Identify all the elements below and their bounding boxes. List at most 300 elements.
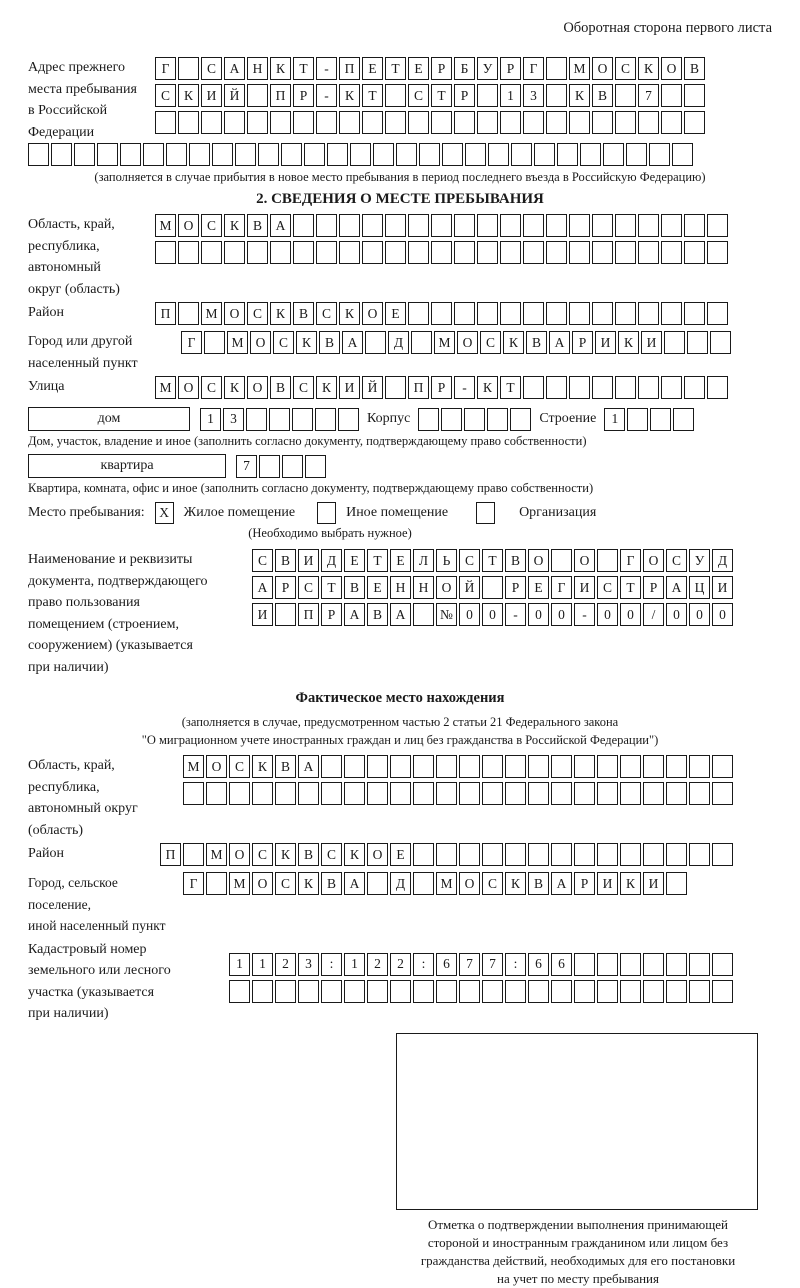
checkbox-organization[interactable] bbox=[476, 502, 495, 524]
char-box[interactable]: 2 bbox=[367, 953, 388, 976]
char-box[interactable] bbox=[201, 241, 222, 264]
char-box[interactable]: И bbox=[595, 331, 616, 354]
char-box[interactable] bbox=[666, 782, 687, 805]
char-box[interactable] bbox=[304, 143, 325, 166]
char-box[interactable]: С bbox=[666, 549, 687, 572]
char-box[interactable]: П bbox=[339, 57, 360, 80]
char-box[interactable] bbox=[615, 84, 636, 107]
char-box[interactable]: К bbox=[298, 872, 319, 895]
char-box[interactable]: 2 bbox=[390, 953, 411, 976]
char-box[interactable]: Р bbox=[293, 84, 314, 107]
char-box[interactable] bbox=[592, 214, 613, 237]
char-box[interactable]: К bbox=[224, 376, 245, 399]
char-box[interactable] bbox=[482, 755, 503, 778]
char-box[interactable]: О bbox=[459, 872, 480, 895]
char-box[interactable]: К bbox=[638, 57, 659, 80]
char-box[interactable] bbox=[597, 549, 618, 572]
char-box[interactable] bbox=[316, 241, 337, 264]
char-box[interactable] bbox=[523, 214, 544, 237]
char-box[interactable] bbox=[224, 111, 245, 134]
char-box[interactable]: В bbox=[526, 331, 547, 354]
char-box[interactable]: П bbox=[160, 843, 181, 866]
char-box[interactable] bbox=[206, 872, 227, 895]
char-box[interactable] bbox=[275, 603, 296, 626]
char-box[interactable]: П bbox=[270, 84, 291, 107]
char-box[interactable] bbox=[367, 782, 388, 805]
char-box[interactable] bbox=[638, 111, 659, 134]
char-box[interactable] bbox=[390, 980, 411, 1003]
char-box[interactable] bbox=[224, 241, 245, 264]
char-box[interactable] bbox=[626, 143, 647, 166]
checkbox-residential[interactable]: X bbox=[155, 502, 174, 524]
char-box[interactable]: Т bbox=[500, 376, 521, 399]
char-box[interactable] bbox=[350, 143, 371, 166]
char-box[interactable] bbox=[620, 980, 641, 1003]
char-box[interactable] bbox=[298, 980, 319, 1003]
char-box[interactable]: О bbox=[178, 214, 199, 237]
char-box[interactable] bbox=[666, 843, 687, 866]
char-box[interactable] bbox=[385, 84, 406, 107]
char-box[interactable] bbox=[459, 980, 480, 1003]
char-box[interactable] bbox=[419, 143, 440, 166]
char-box[interactable] bbox=[689, 755, 710, 778]
char-box[interactable] bbox=[546, 241, 567, 264]
char-box[interactable] bbox=[293, 241, 314, 264]
char-box[interactable]: К bbox=[178, 84, 199, 107]
char-box[interactable]: 1 bbox=[344, 953, 365, 976]
char-box[interactable]: К bbox=[505, 872, 526, 895]
char-box[interactable] bbox=[275, 980, 296, 1003]
char-box[interactable]: 7 bbox=[638, 84, 659, 107]
char-box[interactable]: 7 bbox=[459, 953, 480, 976]
char-box[interactable] bbox=[592, 376, 613, 399]
char-box[interactable] bbox=[574, 843, 595, 866]
char-box[interactable] bbox=[673, 408, 694, 431]
char-box[interactable]: Т bbox=[293, 57, 314, 80]
char-box[interactable] bbox=[551, 843, 572, 866]
char-box[interactable]: С bbox=[273, 331, 294, 354]
char-box[interactable] bbox=[431, 111, 452, 134]
char-box[interactable] bbox=[204, 331, 225, 354]
char-box[interactable]: Р bbox=[431, 57, 452, 80]
char-box[interactable]: 0 bbox=[528, 603, 549, 626]
char-box[interactable] bbox=[710, 331, 731, 354]
char-box[interactable]: С bbox=[252, 843, 273, 866]
char-box[interactable]: О bbox=[592, 57, 613, 80]
char-box[interactable] bbox=[684, 111, 705, 134]
char-box[interactable] bbox=[592, 302, 613, 325]
char-box[interactable] bbox=[344, 782, 365, 805]
char-box[interactable] bbox=[258, 143, 279, 166]
char-box[interactable] bbox=[247, 84, 268, 107]
char-box[interactable]: Л bbox=[413, 549, 434, 572]
char-box[interactable] bbox=[482, 576, 503, 599]
char-box[interactable] bbox=[505, 843, 526, 866]
char-box[interactable] bbox=[362, 111, 383, 134]
char-box[interactable]: : bbox=[321, 953, 342, 976]
char-box[interactable]: - bbox=[316, 84, 337, 107]
char-box[interactable]: Т bbox=[620, 576, 641, 599]
char-box[interactable]: 1 bbox=[500, 84, 521, 107]
char-box[interactable] bbox=[155, 241, 176, 264]
char-box[interactable] bbox=[684, 241, 705, 264]
char-box[interactable]: 6 bbox=[551, 953, 572, 976]
char-box[interactable]: В bbox=[293, 302, 314, 325]
char-box[interactable] bbox=[661, 84, 682, 107]
char-box[interactable]: 0 bbox=[551, 603, 572, 626]
apartment-field-box[interactable]: квартира bbox=[28, 454, 226, 478]
char-box[interactable]: И bbox=[298, 549, 319, 572]
char-box[interactable]: У bbox=[477, 57, 498, 80]
char-box[interactable]: К bbox=[339, 84, 360, 107]
char-box[interactable] bbox=[592, 241, 613, 264]
char-box[interactable]: - bbox=[454, 376, 475, 399]
char-box[interactable] bbox=[367, 980, 388, 1003]
char-box[interactable]: М bbox=[155, 214, 176, 237]
char-box[interactable] bbox=[189, 143, 210, 166]
char-box[interactable] bbox=[592, 111, 613, 134]
char-box[interactable] bbox=[373, 143, 394, 166]
char-box[interactable]: С bbox=[482, 872, 503, 895]
char-box[interactable]: К bbox=[275, 843, 296, 866]
char-box[interactable] bbox=[523, 302, 544, 325]
char-box[interactable]: 1 bbox=[200, 408, 221, 431]
char-box[interactable] bbox=[712, 953, 733, 976]
char-box[interactable] bbox=[528, 980, 549, 1003]
char-box[interactable] bbox=[487, 408, 508, 431]
char-box[interactable] bbox=[459, 755, 480, 778]
char-box[interactable]: - bbox=[505, 603, 526, 626]
char-box[interactable] bbox=[551, 782, 572, 805]
char-box[interactable]: 3 bbox=[223, 408, 244, 431]
char-box[interactable] bbox=[687, 331, 708, 354]
char-box[interactable]: Й bbox=[459, 576, 480, 599]
char-box[interactable] bbox=[664, 331, 685, 354]
char-box[interactable]: К bbox=[344, 843, 365, 866]
char-box[interactable]: В bbox=[298, 843, 319, 866]
char-box[interactable]: Т bbox=[367, 549, 388, 572]
char-box[interactable]: 6 bbox=[528, 953, 549, 976]
char-box[interactable]: К bbox=[618, 331, 639, 354]
char-box[interactable]: К bbox=[569, 84, 590, 107]
char-box[interactable] bbox=[441, 408, 462, 431]
char-box[interactable]: П bbox=[298, 603, 319, 626]
char-box[interactable] bbox=[321, 755, 342, 778]
char-box[interactable] bbox=[689, 843, 710, 866]
char-box[interactable]: О bbox=[436, 576, 457, 599]
char-box[interactable] bbox=[275, 782, 296, 805]
char-box[interactable] bbox=[603, 143, 624, 166]
char-box[interactable]: Е bbox=[344, 549, 365, 572]
char-box[interactable] bbox=[661, 376, 682, 399]
char-box[interactable]: М bbox=[201, 302, 222, 325]
char-box[interactable] bbox=[212, 143, 233, 166]
char-box[interactable] bbox=[597, 755, 618, 778]
char-box[interactable] bbox=[436, 980, 457, 1003]
char-box[interactable] bbox=[408, 302, 429, 325]
char-box[interactable] bbox=[166, 143, 187, 166]
char-box[interactable] bbox=[643, 843, 664, 866]
char-box[interactable] bbox=[615, 214, 636, 237]
char-box[interactable]: Т bbox=[431, 84, 452, 107]
char-box[interactable] bbox=[689, 980, 710, 1003]
char-box[interactable]: А bbox=[390, 603, 411, 626]
char-box[interactable] bbox=[597, 953, 618, 976]
char-box[interactable] bbox=[482, 782, 503, 805]
char-box[interactable]: У bbox=[689, 549, 710, 572]
char-box[interactable] bbox=[666, 953, 687, 976]
char-box[interactable] bbox=[252, 980, 273, 1003]
char-box[interactable] bbox=[28, 143, 49, 166]
char-box[interactable]: Т bbox=[482, 549, 503, 572]
char-box[interactable]: В bbox=[247, 214, 268, 237]
char-box[interactable]: С bbox=[201, 376, 222, 399]
char-box[interactable]: О bbox=[224, 302, 245, 325]
char-box[interactable]: А bbox=[342, 331, 363, 354]
char-box[interactable] bbox=[344, 980, 365, 1003]
char-box[interactable]: И bbox=[597, 872, 618, 895]
char-box[interactable]: 0 bbox=[666, 603, 687, 626]
char-box[interactable] bbox=[431, 302, 452, 325]
char-box[interactable] bbox=[459, 782, 480, 805]
char-box[interactable] bbox=[477, 84, 498, 107]
char-box[interactable] bbox=[620, 782, 641, 805]
char-box[interactable]: И bbox=[339, 376, 360, 399]
char-box[interactable] bbox=[477, 302, 498, 325]
char-box[interactable] bbox=[259, 455, 280, 478]
char-box[interactable] bbox=[528, 755, 549, 778]
char-box[interactable] bbox=[551, 980, 572, 1003]
char-box[interactable]: И bbox=[641, 331, 662, 354]
char-box[interactable]: В bbox=[528, 872, 549, 895]
char-box[interactable]: И bbox=[712, 576, 733, 599]
char-box[interactable] bbox=[615, 111, 636, 134]
char-box[interactable] bbox=[707, 376, 728, 399]
char-box[interactable] bbox=[305, 455, 326, 478]
char-box[interactable]: № bbox=[436, 603, 457, 626]
char-box[interactable]: Д bbox=[390, 872, 411, 895]
char-box[interactable] bbox=[643, 953, 664, 976]
char-box[interactable] bbox=[505, 782, 526, 805]
char-box[interactable] bbox=[281, 143, 302, 166]
char-box[interactable]: Н bbox=[413, 576, 434, 599]
char-box[interactable]: О bbox=[250, 331, 271, 354]
char-box[interactable]: С bbox=[252, 549, 273, 572]
char-box[interactable] bbox=[269, 408, 290, 431]
char-box[interactable] bbox=[418, 408, 439, 431]
char-box[interactable]: Е bbox=[390, 549, 411, 572]
char-box[interactable] bbox=[574, 953, 595, 976]
char-box[interactable] bbox=[339, 241, 360, 264]
char-box[interactable] bbox=[661, 302, 682, 325]
char-box[interactable] bbox=[413, 980, 434, 1003]
char-box[interactable] bbox=[396, 143, 417, 166]
char-box[interactable]: Н bbox=[247, 57, 268, 80]
char-box[interactable]: В bbox=[275, 755, 296, 778]
char-box[interactable]: 7 bbox=[236, 455, 257, 478]
char-box[interactable]: В bbox=[505, 549, 526, 572]
char-box[interactable]: В bbox=[684, 57, 705, 80]
char-box[interactable] bbox=[546, 57, 567, 80]
char-box[interactable]: К bbox=[296, 331, 317, 354]
char-box[interactable]: Е bbox=[385, 302, 406, 325]
char-box[interactable] bbox=[684, 376, 705, 399]
char-box[interactable] bbox=[707, 241, 728, 264]
char-box[interactable] bbox=[580, 143, 601, 166]
char-box[interactable]: К bbox=[620, 872, 641, 895]
char-box[interactable] bbox=[454, 214, 475, 237]
char-box[interactable]: М bbox=[183, 755, 204, 778]
char-box[interactable]: А bbox=[551, 872, 572, 895]
char-box[interactable] bbox=[689, 782, 710, 805]
char-box[interactable] bbox=[316, 111, 337, 134]
char-box[interactable]: Т bbox=[362, 84, 383, 107]
char-box[interactable]: С bbox=[316, 302, 337, 325]
char-box[interactable] bbox=[411, 331, 432, 354]
char-box[interactable] bbox=[235, 143, 256, 166]
char-box[interactable]: С bbox=[229, 755, 250, 778]
char-box[interactable] bbox=[390, 755, 411, 778]
char-box[interactable]: 1 bbox=[604, 408, 625, 431]
char-box[interactable] bbox=[546, 111, 567, 134]
char-box[interactable]: Д bbox=[712, 549, 733, 572]
char-box[interactable] bbox=[684, 84, 705, 107]
char-box[interactable]: А bbox=[252, 576, 273, 599]
char-box[interactable] bbox=[454, 302, 475, 325]
char-box[interactable] bbox=[523, 376, 544, 399]
char-box[interactable]: С bbox=[615, 57, 636, 80]
char-box[interactable] bbox=[500, 302, 521, 325]
char-box[interactable]: О bbox=[367, 843, 388, 866]
char-box[interactable] bbox=[477, 111, 498, 134]
char-box[interactable]: О bbox=[661, 57, 682, 80]
char-box[interactable]: О bbox=[178, 376, 199, 399]
char-box[interactable]: Й bbox=[224, 84, 245, 107]
char-box[interactable] bbox=[627, 408, 648, 431]
char-box[interactable] bbox=[597, 980, 618, 1003]
char-box[interactable] bbox=[546, 376, 567, 399]
char-box[interactable] bbox=[534, 143, 555, 166]
char-box[interactable] bbox=[666, 755, 687, 778]
char-box[interactable]: В bbox=[367, 603, 388, 626]
char-box[interactable] bbox=[339, 111, 360, 134]
char-box[interactable] bbox=[390, 782, 411, 805]
char-box[interactable] bbox=[321, 782, 342, 805]
char-box[interactable] bbox=[465, 143, 486, 166]
char-box[interactable]: Н bbox=[390, 576, 411, 599]
char-box[interactable] bbox=[316, 214, 337, 237]
char-box[interactable]: 3 bbox=[298, 953, 319, 976]
char-box[interactable] bbox=[574, 782, 595, 805]
char-box[interactable] bbox=[551, 755, 572, 778]
char-box[interactable] bbox=[120, 143, 141, 166]
char-box[interactable] bbox=[155, 111, 176, 134]
char-box[interactable]: 1 bbox=[229, 953, 250, 976]
char-box[interactable]: А bbox=[344, 603, 365, 626]
char-box[interactable] bbox=[638, 214, 659, 237]
char-box[interactable]: Р bbox=[505, 576, 526, 599]
char-box[interactable]: В bbox=[592, 84, 613, 107]
char-box[interactable] bbox=[569, 111, 590, 134]
char-box[interactable] bbox=[413, 755, 434, 778]
char-box[interactable] bbox=[684, 214, 705, 237]
char-box[interactable] bbox=[292, 408, 313, 431]
char-box[interactable] bbox=[178, 241, 199, 264]
char-box[interactable]: - bbox=[316, 57, 337, 80]
char-box[interactable]: И bbox=[201, 84, 222, 107]
char-box[interactable]: Р bbox=[643, 576, 664, 599]
char-box[interactable]: 0 bbox=[689, 603, 710, 626]
char-box[interactable]: 0 bbox=[597, 603, 618, 626]
char-box[interactable] bbox=[477, 241, 498, 264]
char-box[interactable] bbox=[661, 241, 682, 264]
char-box[interactable]: С bbox=[459, 549, 480, 572]
char-box[interactable]: М bbox=[436, 872, 457, 895]
char-box[interactable] bbox=[569, 302, 590, 325]
char-box[interactable] bbox=[321, 980, 342, 1003]
char-box[interactable] bbox=[684, 302, 705, 325]
house-field-box[interactable]: дом bbox=[28, 407, 190, 431]
char-box[interactable] bbox=[385, 241, 406, 264]
char-box[interactable]: С bbox=[201, 57, 222, 80]
char-box[interactable] bbox=[178, 111, 199, 134]
char-box[interactable] bbox=[143, 143, 164, 166]
char-box[interactable] bbox=[649, 143, 670, 166]
char-box[interactable]: 0 bbox=[482, 603, 503, 626]
char-box[interactable]: И bbox=[574, 576, 595, 599]
char-box[interactable] bbox=[408, 241, 429, 264]
char-box[interactable] bbox=[712, 980, 733, 1003]
char-box[interactable]: Г bbox=[523, 57, 544, 80]
char-box[interactable] bbox=[247, 241, 268, 264]
char-box[interactable] bbox=[650, 408, 671, 431]
char-box[interactable]: С bbox=[480, 331, 501, 354]
char-box[interactable] bbox=[183, 843, 204, 866]
char-box[interactable]: О bbox=[643, 549, 664, 572]
char-box[interactable] bbox=[431, 214, 452, 237]
char-box[interactable]: И bbox=[252, 603, 273, 626]
char-box[interactable]: Г bbox=[155, 57, 176, 80]
char-box[interactable] bbox=[408, 214, 429, 237]
char-box[interactable]: О bbox=[229, 843, 250, 866]
char-box[interactable] bbox=[178, 57, 199, 80]
char-box[interactable] bbox=[229, 782, 250, 805]
char-box[interactable] bbox=[431, 241, 452, 264]
char-box[interactable]: В bbox=[344, 576, 365, 599]
char-box[interactable]: С bbox=[247, 302, 268, 325]
char-box[interactable] bbox=[413, 872, 434, 895]
char-box[interactable] bbox=[569, 214, 590, 237]
char-box[interactable]: О bbox=[247, 376, 268, 399]
char-box[interactable]: Р bbox=[574, 872, 595, 895]
char-box[interactable] bbox=[643, 980, 664, 1003]
char-box[interactable]: Е bbox=[367, 576, 388, 599]
char-box[interactable]: Г bbox=[181, 331, 202, 354]
char-box[interactable] bbox=[712, 843, 733, 866]
char-box[interactable] bbox=[643, 755, 664, 778]
char-box[interactable] bbox=[51, 143, 72, 166]
char-box[interactable] bbox=[477, 214, 498, 237]
char-box[interactable] bbox=[482, 980, 503, 1003]
char-box[interactable]: М bbox=[569, 57, 590, 80]
char-box[interactable] bbox=[661, 111, 682, 134]
char-box[interactable] bbox=[500, 241, 521, 264]
char-box[interactable] bbox=[523, 241, 544, 264]
char-box[interactable] bbox=[638, 302, 659, 325]
char-box[interactable] bbox=[367, 872, 388, 895]
char-box[interactable]: Е bbox=[390, 843, 411, 866]
char-box[interactable] bbox=[293, 214, 314, 237]
